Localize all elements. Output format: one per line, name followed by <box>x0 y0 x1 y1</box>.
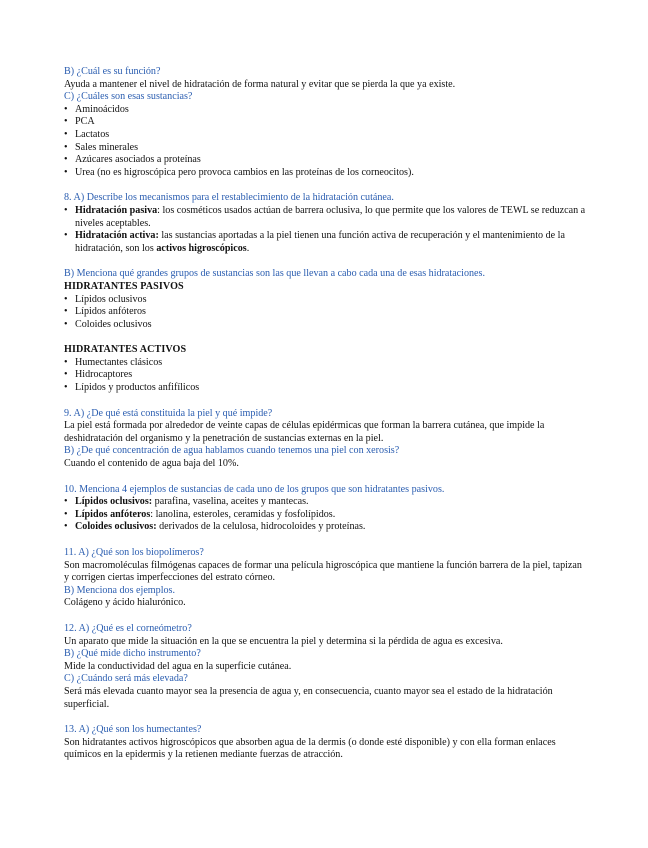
pasivos-list <box>64 294 588 332</box>
mechanisms-list <box>64 205 588 255</box>
term: Lípidos oclusivos: <box>75 496 153 508</box>
list-item <box>64 205 588 230</box>
question-9b: B) ¿De qué concentración de agua hablamos cuando tenemos una piel con xerosis? <box>64 445 400 457</box>
term: Lípidos anfóteros <box>75 508 151 520</box>
question-7b: B) ¿Cuál es su función? <box>64 66 161 77</box>
list-item <box>64 496 588 509</box>
list-item: • Humectantes clásicos <box>64 357 588 370</box>
list-item: • Lactatos <box>64 129 588 142</box>
question-12a: 12. A) ¿Qué es el corneómetro? <box>64 622 192 634</box>
answer-12a: Un aparato que mide la situación en la que se encuentra la piel y determina si la pérdida de agua es excesiva. <box>64 635 503 647</box>
question-8b: B) Menciona qué grandes grupos de sustancias son las que llevan a cabo cada una de esas hidrataciones. <box>64 268 485 280</box>
question-9a: 9. A) ¿De qué está constituida la piel y qué impide? <box>64 407 273 419</box>
text-pasiva: : los cosméticos usados actúan de barrera oclusiva, lo que permite que los valores de TEWL se reduzcan a niveles aceptables. <box>75 204 586 229</box>
text: derivados de la celulosa, hidrocoloides y proteínas. <box>156 521 366 533</box>
text-activa-end: . <box>246 242 250 254</box>
question-13a: 13. A) ¿Qué son los humectantes? <box>64 724 202 736</box>
list-item: • Lípidos oclusivos <box>64 294 588 307</box>
list-item: • Sales minerales <box>64 142 588 155</box>
answer-12c: Será más elevada cuanto mayor sea la presencia de agua y, en consecuencia, cuanto mayor sea el estado de la hidratación superficial. <box>64 685 553 710</box>
answer-12b: Mide la conductividad del agua en la superficie cutánea. <box>64 660 292 672</box>
list-item: • Urea (no es higroscópica pero provoca cambios en las proteínas de los corneocitos). <box>64 167 588 180</box>
answer-13a: Son hidratantes activos higroscópicos que absorben agua de la dermis (o donde esté disponible) y con ella forman enlaces químicos en la epidermis y la retienen mediante fuerzas de atracción. <box>64 736 556 761</box>
list-item: • Aminoácidos <box>64 104 588 117</box>
document-page <box>64 66 588 762</box>
question-8a: 8. A) Describe los mecanismos para el restablecimiento de la hidratación cutánea. <box>64 192 394 204</box>
question-10: 10. Menciona 4 ejemplos de sustancias de cada uno de los grupos que son hidratantes pasivos. <box>64 483 445 495</box>
heading-activos: HIDRATANTES ACTIVOS <box>64 344 187 356</box>
list-item <box>64 230 588 255</box>
list-item <box>64 521 588 534</box>
answer-9a: La piel está formada por alrededor de veinte capas de células epidérmicas que forman la barrera cutánea, que impide la deshidratación del organismo y la penetración de sustancias externas en la piel. <box>64 420 545 444</box>
answer-7b: Ayuda a mantener el nivel de hidratación de forma natural y evitar que se pierda la que ya existe. <box>64 78 456 90</box>
question-7c: C) ¿Cuáles son esas sustancias? <box>64 91 193 103</box>
answer-9b: Cuando el contenido de agua baja del 10%. <box>64 458 239 470</box>
bold-activos: activos higroscópicos <box>156 242 247 254</box>
heading-pasivos: HIDRATANTES PASIVOS <box>64 280 184 292</box>
answer-11a: Son macromoléculas filmógenas capaces de formar una película higroscópica que mantiene la función barrera de la piel, tapizan y corrigen ciertas imperfecciones del estrato córneo. <box>64 559 582 584</box>
substances-list <box>64 104 588 180</box>
question-11a: 11. A) ¿Qué son los biopolímeros? <box>64 547 204 558</box>
term-activa: Hidratación activa: <box>75 230 159 242</box>
list-item: • Coloides oclusivos <box>64 319 588 332</box>
list-item: • Azúcares asociados a proteínas <box>64 154 588 167</box>
list-item: • PCA <box>64 116 588 129</box>
list-item: • Lípidos anfóteros <box>64 306 588 319</box>
examples-list <box>64 496 588 534</box>
text: parafina, vaselina, aceites y mantecas. <box>152 496 309 508</box>
activos-list <box>64 357 588 395</box>
question-12c: C) ¿Cuándo será más elevada? <box>64 673 188 685</box>
term: Coloides oclusivos: <box>75 521 157 533</box>
list-item <box>64 509 588 522</box>
question-11b: B) Menciona dos ejemplos. <box>64 584 176 596</box>
term-pasiva: Hidratación pasiva <box>75 204 158 216</box>
text-activa: las sustancias aportadas a la piel tienen una función activa de recuperación y el mantenimiento de la hidratación, son los <box>75 230 565 254</box>
text: : lanolina, esteroles, ceramidas y fosfolípidos. <box>150 508 336 520</box>
question-12b: B) ¿Qué mide dicho instrumento? <box>64 648 201 660</box>
list-item: • Lípidos y productos anfifílicos <box>64 382 588 395</box>
list-item: • Hidrocaptores <box>64 369 588 382</box>
answer-11b: Colágeno y ácido hialurónico. <box>64 597 186 609</box>
